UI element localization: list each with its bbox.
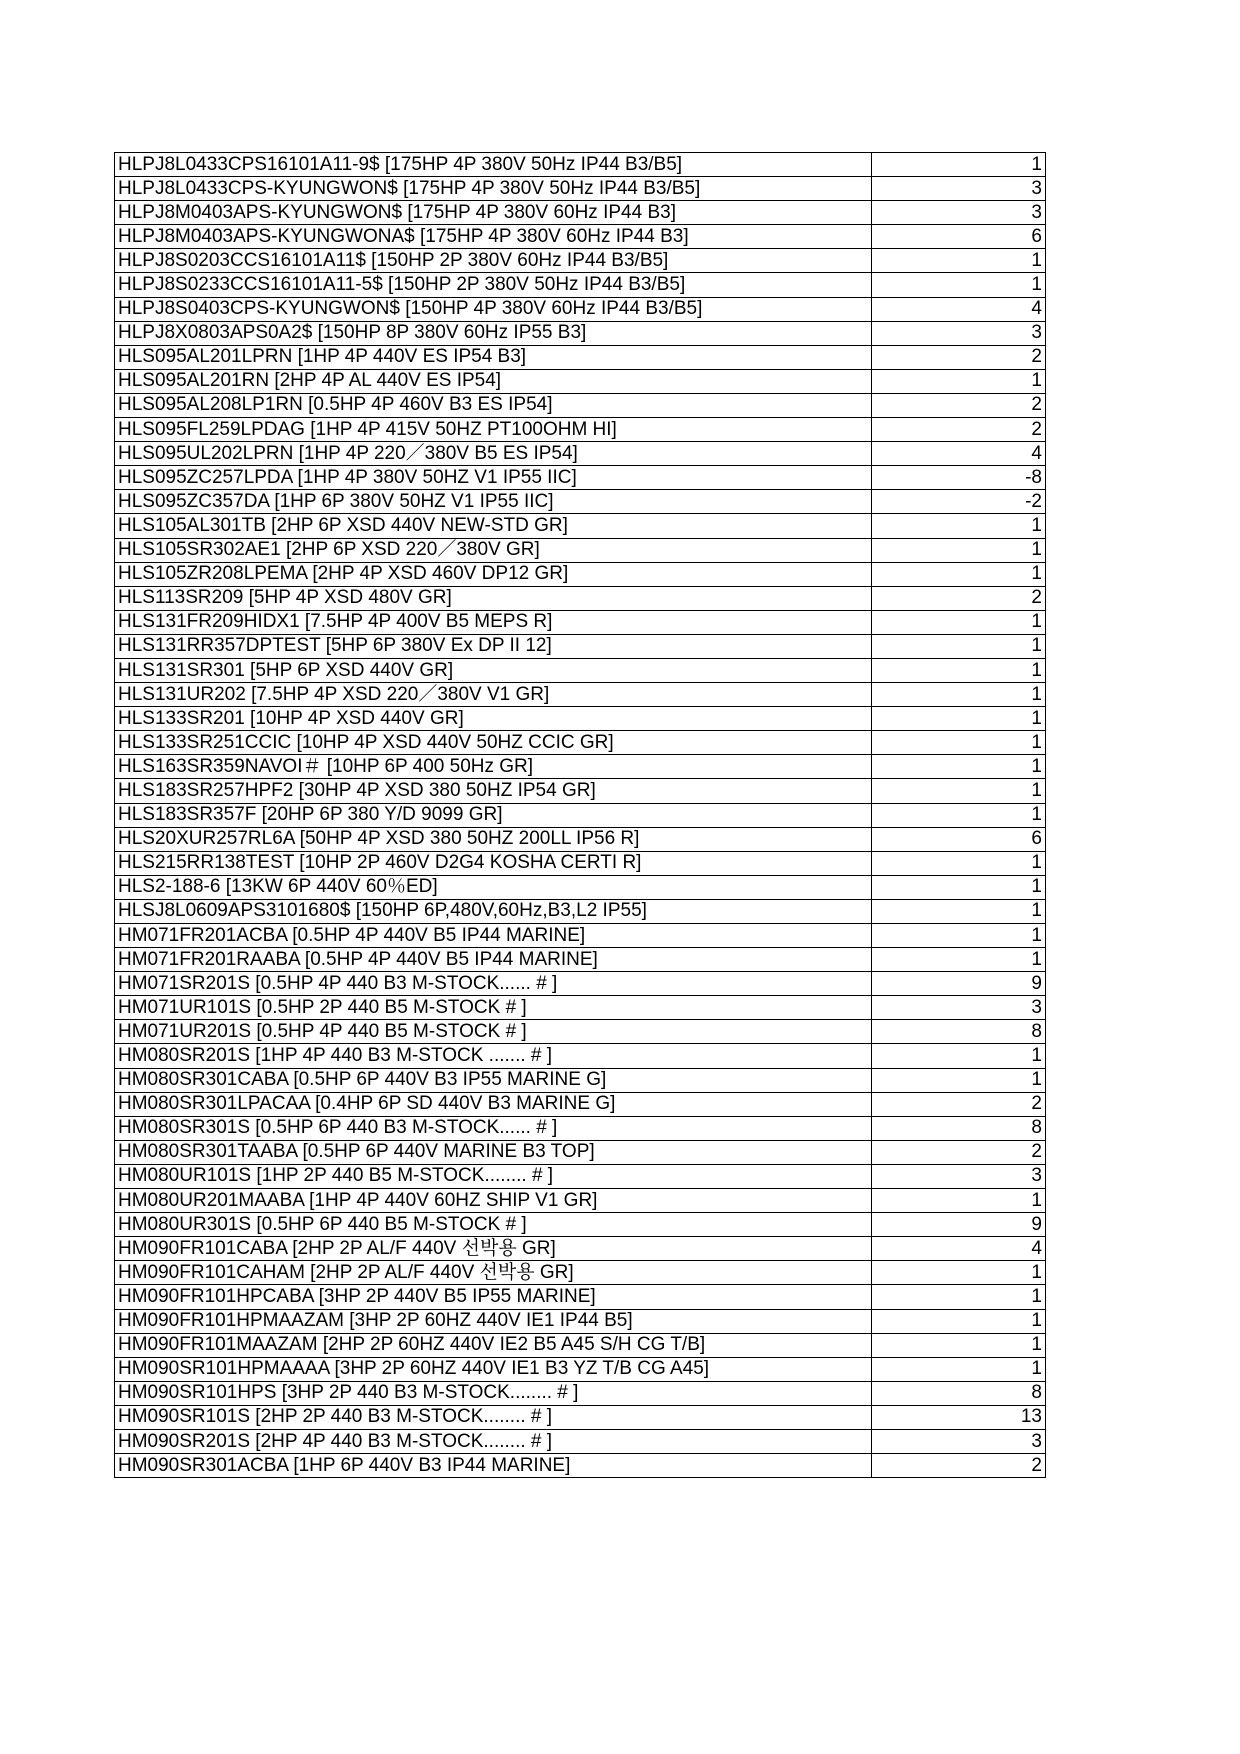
item-description-cell: HM090FR101HPCABA [3HP 2P 440V B5 IP55 MARINE] bbox=[115, 1285, 872, 1309]
item-quantity-cell: 8 bbox=[872, 1020, 1046, 1044]
item-description-cell: HM090FR101MAAZAM [2HP 2P 60HZ 440V IE2 B5 A45 S/H CG T/B] bbox=[115, 1333, 872, 1357]
item-quantity-cell: 1 bbox=[872, 610, 1046, 634]
table-row bbox=[115, 731, 1046, 755]
item-quantity-cell: 1 bbox=[872, 683, 1046, 707]
item-description-cell: HM080SR301S [0.5HP 6P 440 B3 M-STOCK...... # ] bbox=[115, 1116, 872, 1140]
item-description-cell: HLS113SR209 [5HP 4P XSD 480V GR] bbox=[115, 586, 872, 610]
table-row bbox=[115, 249, 1046, 273]
item-quantity-cell: 1 bbox=[872, 658, 1046, 682]
item-quantity-cell: 1 bbox=[872, 1309, 1046, 1333]
table-row bbox=[115, 466, 1046, 490]
table-row bbox=[115, 538, 1046, 562]
item-quantity-cell: 1 bbox=[872, 707, 1046, 731]
item-quantity-cell: 1 bbox=[872, 369, 1046, 393]
item-description-cell: HM090SR201S [2HP 4P 440 B3 M-STOCK........ # ] bbox=[115, 1429, 872, 1453]
item-quantity-cell: 1 bbox=[872, 273, 1046, 297]
item-description-cell: HLSJ8L0609APS3101680$ [150HP 6P,480V,60Hz,B3,L2 IP55] bbox=[115, 899, 872, 923]
item-quantity-cell: 8 bbox=[872, 1116, 1046, 1140]
table-row bbox=[115, 683, 1046, 707]
table-row bbox=[115, 273, 1046, 297]
item-description-cell: HM071SR201S [0.5HP 4P 440 B3 M-STOCK...... # ] bbox=[115, 972, 872, 996]
item-description-cell: HLS183SR257HPF2 [30HP 4P XSD 380 50HZ IP54 GR] bbox=[115, 779, 872, 803]
table-row bbox=[115, 321, 1046, 345]
item-description-cell: HLS20XUR257RL6A [50HP 4P XSD 380 50HZ 200LL IP56 R] bbox=[115, 827, 872, 851]
table-row bbox=[115, 177, 1046, 201]
item-description-cell: HLS131FR209HIDX1 [7.5HP 4P 400V B5 MEPS R] bbox=[115, 610, 872, 634]
item-description-cell: HM090SR101S [2HP 2P 440 B3 M-STOCK........ # ] bbox=[115, 1405, 872, 1429]
item-quantity-cell: 1 bbox=[872, 538, 1046, 562]
table-row bbox=[115, 1068, 1046, 1092]
item-description-cell: HM080SR301LPACAA [0.4HP 6P SD 440V B3 MARINE G] bbox=[115, 1092, 872, 1116]
item-quantity-cell: 4 bbox=[872, 442, 1046, 466]
item-description-cell: HM090FR101HPMAAZAM [3HP 2P 60HZ 440V IE1 IP44 B5] bbox=[115, 1309, 872, 1333]
inventory-table bbox=[114, 152, 1046, 1478]
item-quantity-cell: 2 bbox=[872, 418, 1046, 442]
item-description-cell: HM080UR101S [1HP 2P 440 B5 M-STOCK........ # ] bbox=[115, 1164, 872, 1188]
table-row bbox=[115, 1140, 1046, 1164]
item-quantity-cell: 6 bbox=[872, 225, 1046, 249]
item-description-cell: HM080SR301TAABA [0.5HP 6P 440V MARINE B3 TOP] bbox=[115, 1140, 872, 1164]
item-quantity-cell: 1 bbox=[872, 562, 1046, 586]
item-quantity-cell: 1 bbox=[872, 1333, 1046, 1357]
item-quantity-cell: 2 bbox=[872, 393, 1046, 417]
item-quantity-cell: 2 bbox=[872, 586, 1046, 610]
table-row bbox=[115, 803, 1046, 827]
item-description-cell: HLS133SR201 [10HP 4P XSD 440V GR] bbox=[115, 707, 872, 731]
table-row bbox=[115, 634, 1046, 658]
item-description-cell: HM071UR201S [0.5HP 4P 440 B5 M-STOCK # ] bbox=[115, 1020, 872, 1044]
item-description-cell: HM071FR201RAABA [0.5HP 4P 440V B5 IP44 MARINE] bbox=[115, 948, 872, 972]
table-row bbox=[115, 1405, 1046, 1429]
item-quantity-cell: 3 bbox=[872, 1429, 1046, 1453]
item-quantity-cell: 1 bbox=[872, 851, 1046, 875]
table-row bbox=[115, 1237, 1046, 1261]
table-row bbox=[115, 442, 1046, 466]
item-description-cell: HM090FR101CABA [2HP 2P AL/F 440V 선박용 GR] bbox=[115, 1237, 872, 1261]
table-row bbox=[115, 658, 1046, 682]
item-description-cell: HLS215RR138TEST [10HP 2P 460V D2G4 KOSHA CERTI R] bbox=[115, 851, 872, 875]
item-description-cell: HLS2-188-6 [13KW 6P 440V 60％ED] bbox=[115, 875, 872, 899]
item-description-cell: HLS131UR202 [7.5HP 4P XSD 220／380V V1 GR] bbox=[115, 683, 872, 707]
item-quantity-cell: 13 bbox=[872, 1405, 1046, 1429]
table-row bbox=[115, 1164, 1046, 1188]
item-description-cell: HLPJ8S0233CCS16101A11-5$ [150HP 2P 380V 50Hz IP44 B3/B5] bbox=[115, 273, 872, 297]
table-row bbox=[115, 393, 1046, 417]
table-row bbox=[115, 297, 1046, 321]
item-description-cell: HLPJ8L0433CPS16101A11-9$ [175HP 4P 380V 50Hz IP44 B3/B5] bbox=[115, 153, 872, 177]
item-description-cell: HM071FR201ACBA [0.5HP 4P 440V B5 IP44 MARINE] bbox=[115, 924, 872, 948]
item-quantity-cell: 1 bbox=[872, 514, 1046, 538]
item-quantity-cell: 1 bbox=[872, 924, 1046, 948]
item-description-cell: HLS095ZC357DA [1HP 6P 380V 50HZ V1 IP55 IIC] bbox=[115, 490, 872, 514]
item-description-cell: HLPJ8S0203CCS16101A11$ [150HP 2P 380V 60Hz IP44 B3/B5] bbox=[115, 249, 872, 273]
item-quantity-cell: 1 bbox=[872, 755, 1046, 779]
table-row bbox=[115, 1333, 1046, 1357]
item-description-cell: HM080SR301CABA [0.5HP 6P 440V B3 IP55 MARINE G] bbox=[115, 1068, 872, 1092]
item-description-cell: HLS095AL201LPRN [1HP 4P 440V ES IP54 B3] bbox=[115, 345, 872, 369]
item-quantity-cell: 2 bbox=[872, 1140, 1046, 1164]
item-description-cell: HLS163SR359NAVOI＃ [10HP 6P 400 50Hz GR] bbox=[115, 755, 872, 779]
item-quantity-cell: 1 bbox=[872, 948, 1046, 972]
item-quantity-cell: 1 bbox=[872, 731, 1046, 755]
table-row bbox=[115, 1381, 1046, 1405]
item-quantity-cell: 1 bbox=[872, 803, 1046, 827]
item-description-cell: HLPJ8X0803APS0A2$ [150HP 8P 380V 60Hz IP55 B3] bbox=[115, 321, 872, 345]
item-quantity-cell: 9 bbox=[872, 972, 1046, 996]
inventory-table-body bbox=[115, 153, 1046, 1478]
item-quantity-cell: -2 bbox=[872, 490, 1046, 514]
item-quantity-cell: 1 bbox=[872, 1189, 1046, 1213]
item-quantity-cell: 3 bbox=[872, 996, 1046, 1020]
table-row bbox=[115, 1454, 1046, 1478]
item-description-cell: HLPJ8L0433CPS-KYUNGWON$ [175HP 4P 380V 50Hz IP44 B3/B5] bbox=[115, 177, 872, 201]
item-description-cell: HM071UR101S [0.5HP 2P 440 B5 M-STOCK # ] bbox=[115, 996, 872, 1020]
item-quantity-cell: 3 bbox=[872, 1164, 1046, 1188]
item-description-cell: HLS095UL202LPRN [1HP 4P 220／380V B5 ES IP54] bbox=[115, 442, 872, 466]
item-quantity-cell: 1 bbox=[872, 875, 1046, 899]
table-row bbox=[115, 369, 1046, 393]
table-row bbox=[115, 1357, 1046, 1381]
table-row bbox=[115, 610, 1046, 634]
item-quantity-cell: 1 bbox=[872, 1261, 1046, 1285]
item-description-cell: HLPJ8S0403CPS-KYUNGWON$ [150HP 4P 380V 60Hz IP44 B3/B5] bbox=[115, 297, 872, 321]
table-row bbox=[115, 707, 1046, 731]
table-row bbox=[115, 996, 1046, 1020]
item-quantity-cell: -8 bbox=[872, 466, 1046, 490]
item-quantity-cell: 4 bbox=[872, 297, 1046, 321]
item-description-cell: HLS105AL301TB [2HP 6P XSD 440V NEW-STD GR] bbox=[115, 514, 872, 538]
table-row bbox=[115, 1285, 1046, 1309]
table-row bbox=[115, 779, 1046, 803]
item-description-cell: HM090SR101HPMAAAA [3HP 2P 60HZ 440V IE1 B3 YZ T/B CG A45] bbox=[115, 1357, 872, 1381]
item-quantity-cell: 9 bbox=[872, 1213, 1046, 1237]
item-quantity-cell: 4 bbox=[872, 1237, 1046, 1261]
item-description-cell: HLPJ8M0403APS-KYUNGWON$ [175HP 4P 380V 60Hz IP44 B3] bbox=[115, 201, 872, 225]
item-quantity-cell: 2 bbox=[872, 1454, 1046, 1478]
item-description-cell: HM080SR201S [1HP 4P 440 B3 M-STOCK ....... # ] bbox=[115, 1044, 872, 1068]
item-description-cell: HLS131RR357DPTEST [5HP 6P 380V Ex DP II 12] bbox=[115, 634, 872, 658]
table-row bbox=[115, 1020, 1046, 1044]
table-row bbox=[115, 1116, 1046, 1140]
table-row bbox=[115, 851, 1046, 875]
table-row bbox=[115, 1429, 1046, 1453]
item-description-cell: HLS133SR251CCIC [10HP 4P XSD 440V 50HZ CCIC GR] bbox=[115, 731, 872, 755]
table-row bbox=[115, 924, 1046, 948]
item-quantity-cell: 6 bbox=[872, 827, 1046, 851]
item-description-cell: HM090SR101HPS [3HP 2P 440 B3 M-STOCK........ # ] bbox=[115, 1381, 872, 1405]
table-row bbox=[115, 948, 1046, 972]
item-description-cell: HLS183SR357F [20HP 6P 380 Y/D 9099 GR] bbox=[115, 803, 872, 827]
table-row bbox=[115, 899, 1046, 923]
item-description-cell: HLS095AL201RN [2HP 4P AL 440V ES IP54] bbox=[115, 369, 872, 393]
item-quantity-cell: 3 bbox=[872, 177, 1046, 201]
item-description-cell: HM080UR201MAABA [1HP 4P 440V 60HZ SHIP V1 GR] bbox=[115, 1189, 872, 1213]
table-row bbox=[115, 514, 1046, 538]
table-row bbox=[115, 562, 1046, 586]
table-row bbox=[115, 972, 1046, 996]
table-row bbox=[115, 345, 1046, 369]
table-row bbox=[115, 1309, 1046, 1333]
item-quantity-cell: 1 bbox=[872, 1044, 1046, 1068]
item-quantity-cell: 1 bbox=[872, 1285, 1046, 1309]
item-description-cell: HM090FR101CAHAM [2HP 2P AL/F 440V 선박용 GR] bbox=[115, 1261, 872, 1285]
table-row bbox=[115, 755, 1046, 779]
table-row bbox=[115, 1044, 1046, 1068]
table-row bbox=[115, 153, 1046, 177]
table-row bbox=[115, 418, 1046, 442]
item-description-cell: HLS105SR302AE1 [2HP 6P XSD 220／380V GR] bbox=[115, 538, 872, 562]
item-quantity-cell: 1 bbox=[872, 1068, 1046, 1092]
item-quantity-cell: 3 bbox=[872, 201, 1046, 225]
item-description-cell: HLS095ZC257LPDA [1HP 4P 380V 50HZ V1 IP55 IIC] bbox=[115, 466, 872, 490]
item-description-cell: HM080UR301S [0.5HP 6P 440 B5 M-STOCK # ] bbox=[115, 1213, 872, 1237]
table-row bbox=[115, 586, 1046, 610]
item-quantity-cell: 2 bbox=[872, 1092, 1046, 1116]
item-description-cell: HLS095AL208LP1RN [0.5HP 4P 460V B3 ES IP54] bbox=[115, 393, 872, 417]
table-row bbox=[115, 875, 1046, 899]
item-description-cell: HM090SR301ACBA [1HP 6P 440V B3 IP44 MARINE] bbox=[115, 1454, 872, 1478]
item-description-cell: HLS095FL259LPDAG [1HP 4P 415V 50HZ PT100OHM HI] bbox=[115, 418, 872, 442]
table-row bbox=[115, 490, 1046, 514]
item-quantity-cell: 1 bbox=[872, 1357, 1046, 1381]
item-quantity-cell: 2 bbox=[872, 345, 1046, 369]
table-row bbox=[115, 1092, 1046, 1116]
item-description-cell: HLS105ZR208LPEMA [2HP 4P XSD 460V DP12 GR] bbox=[115, 562, 872, 586]
table-row bbox=[115, 201, 1046, 225]
table-row bbox=[115, 1189, 1046, 1213]
item-quantity-cell: 8 bbox=[872, 1381, 1046, 1405]
table-row bbox=[115, 1213, 1046, 1237]
table-row bbox=[115, 225, 1046, 249]
table-row bbox=[115, 1261, 1046, 1285]
item-quantity-cell: 1 bbox=[872, 779, 1046, 803]
item-description-cell: HLPJ8M0403APS-KYUNGWONA$ [175HP 4P 380V 60Hz IP44 B3] bbox=[115, 225, 872, 249]
item-quantity-cell: 1 bbox=[872, 153, 1046, 177]
item-description-cell: HLS131SR301 [5HP 6P XSD 440V GR] bbox=[115, 658, 872, 682]
item-quantity-cell: 1 bbox=[872, 899, 1046, 923]
item-quantity-cell: 3 bbox=[872, 321, 1046, 345]
table-row bbox=[115, 827, 1046, 851]
item-quantity-cell: 1 bbox=[872, 249, 1046, 273]
item-quantity-cell: 1 bbox=[872, 634, 1046, 658]
